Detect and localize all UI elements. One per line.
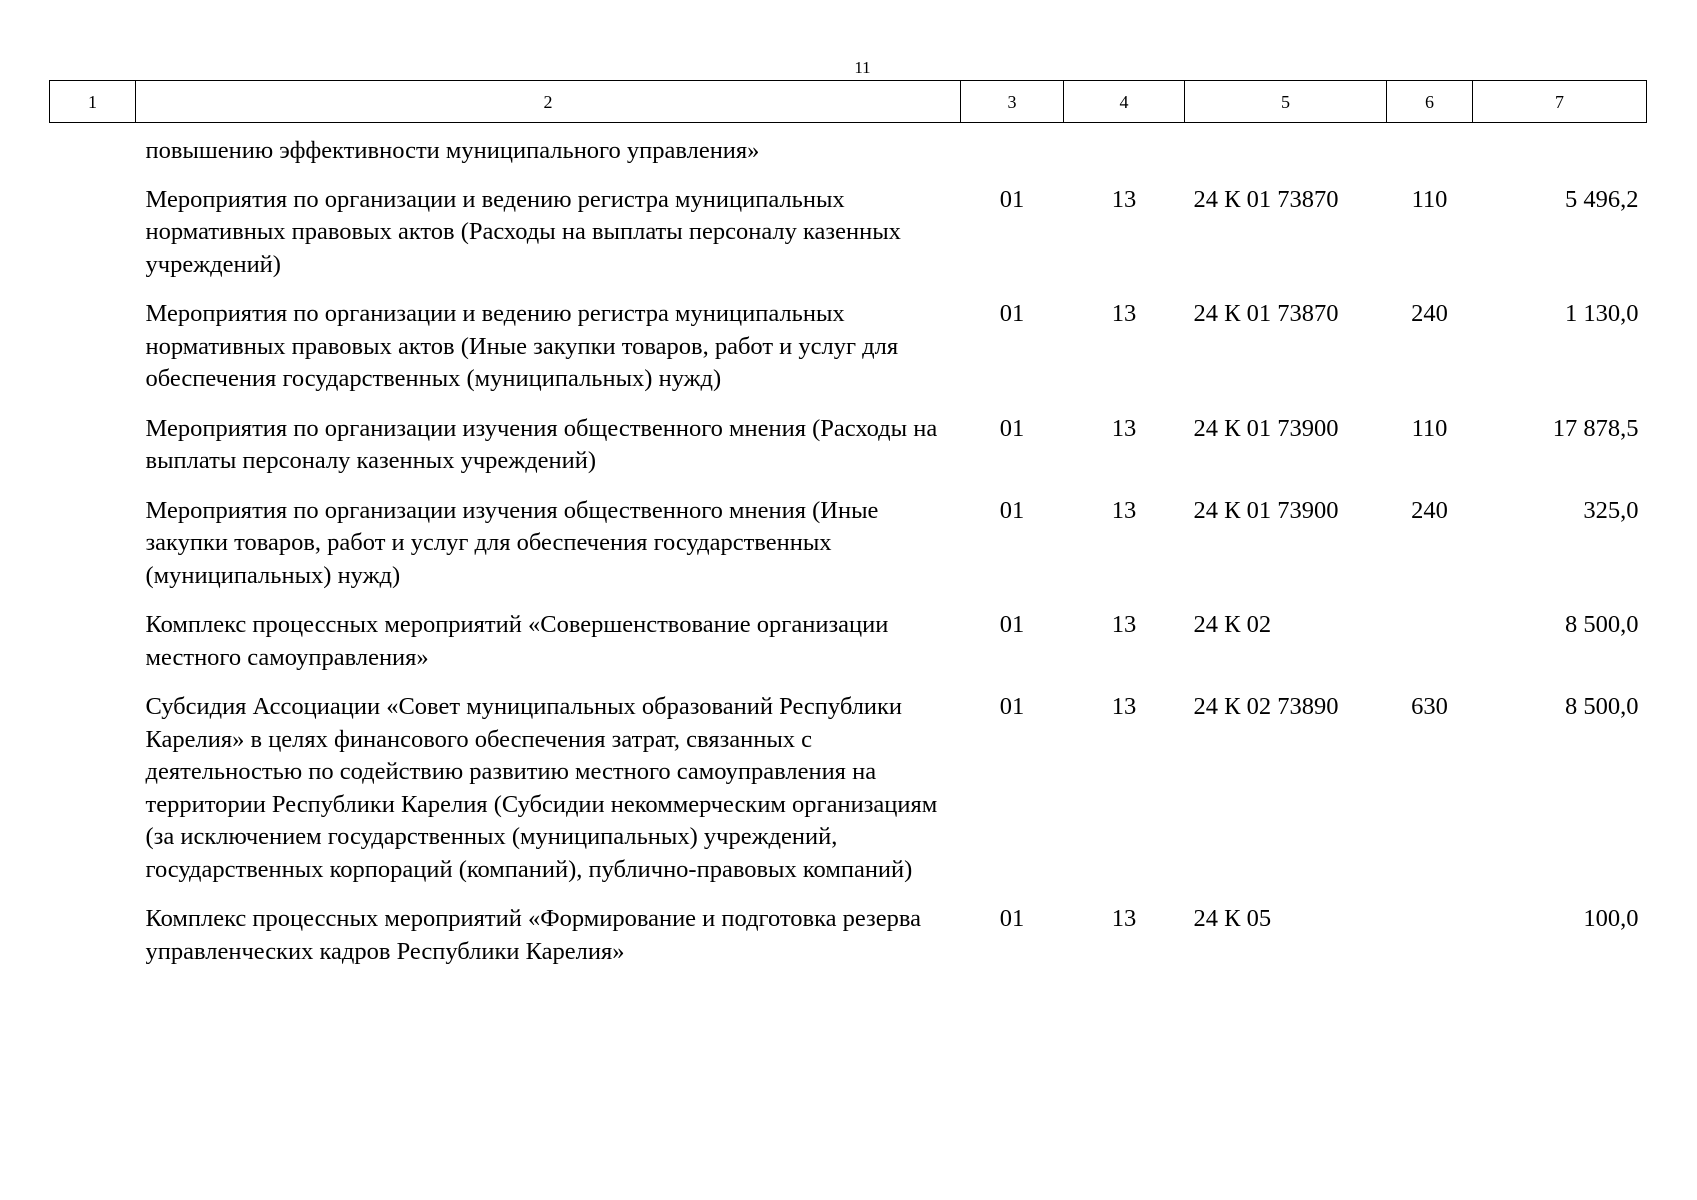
row-csr: 24 К 05 [1193, 905, 1272, 932]
row-rz: 01 [999, 693, 1025, 720]
row-vr: 240 [1411, 300, 1448, 327]
row-sum: 100,0 [1583, 905, 1639, 932]
row-vr [1387, 609, 1473, 691]
row-csr: 24 К 01 73900 [1193, 496, 1339, 524]
row-rz: 01 [999, 905, 1025, 932]
row-pr: 13 [1111, 611, 1137, 638]
table-row [50, 184, 1647, 299]
column-header-6: 6 [1387, 81, 1473, 123]
row-pr: 13 [1111, 300, 1137, 327]
row-vr: 240 [1411, 496, 1448, 524]
table-row [50, 495, 1647, 610]
budget-table [49, 80, 1647, 985]
row-sum: 8 500,0 [1565, 611, 1639, 638]
row-rz: 01 [999, 414, 1025, 442]
continuation-text: повышению эффективности муниципального управления» [145, 137, 760, 164]
row-name: Комплекс процессных мероприятий «Формирование и подготовка резерва управленческих кадров Республики Карелия» [145, 905, 921, 965]
row-vr: 630 [1411, 693, 1448, 720]
table-row-continuation [50, 123, 1647, 184]
column-header-7: 7 [1473, 81, 1647, 123]
column-header-1: 1 [50, 81, 136, 123]
table-row [50, 413, 1647, 495]
table-header [50, 81, 1647, 123]
row-csr: 24 К 01 73870 [1193, 185, 1339, 213]
row-sum: 1 130,0 [1565, 300, 1639, 327]
row-rz: 01 [999, 611, 1025, 638]
row-name: Мероприятия по организации изучения общественного мнения (Иные закупки товаров, работ и услуг для обеспечения государственных (муниципальных) нужд) [145, 496, 879, 589]
row-sum: 325,0 [1583, 496, 1639, 524]
page-number: 11 [854, 58, 871, 77]
row-vr: 110 [1411, 185, 1448, 213]
row-sum: 17 878,5 [1552, 414, 1639, 442]
row-rz: 01 [999, 300, 1025, 327]
row-csr: 24 К 01 73870 [1193, 300, 1339, 327]
row-pr: 13 [1111, 693, 1137, 720]
column-header-5: 5 [1185, 81, 1387, 123]
row-csr: 24 К 02 [1193, 611, 1272, 638]
row-pr: 13 [1111, 496, 1137, 524]
row-rz: 01 [999, 185, 1025, 213]
row-name: Мероприятия по организации и ведению регистра муниципальных нормативных правовых актов (Расходы на выплаты персоналу казенных учреждений) [145, 185, 901, 278]
table-row [50, 298, 1647, 413]
row-vr: 110 [1411, 414, 1448, 442]
row-pr: 13 [1111, 185, 1137, 213]
column-header-2: 2 [136, 81, 961, 123]
row-sum: 8 500,0 [1565, 693, 1639, 720]
table-row [50, 691, 1647, 903]
row-pr: 13 [1111, 905, 1137, 932]
table-body [50, 123, 1647, 986]
row-vr [1387, 903, 1473, 985]
column-header-3: 3 [961, 81, 1064, 123]
row-rz: 01 [999, 496, 1025, 524]
column-header-4: 4 [1064, 81, 1185, 123]
row-sum: 5 496,2 [1565, 185, 1639, 213]
row-csr: 24 К 02 73890 [1193, 693, 1339, 720]
row-name: Мероприятия по организации изучения общественного мнения (Расходы на выплаты персоналу казенных учреждений) [145, 414, 938, 474]
row-name: Субсидия Ассоциации «Совет муниципальных образований Республики Карелия» в целях финансового обеспечения затрат, связанных с деятельностью по содействию развитию местного самоуправления на территории Республики Карелия (Субсидии некоммерческим организациям (за исключением государственных (муниципальных) учреждений, государственных корпораций (компаний), публично-правовых компаний) [145, 693, 938, 883]
row-pr: 13 [1111, 414, 1137, 442]
row-name: Комплекс процессных мероприятий «Совершенствование организации местного самоуправления» [145, 611, 889, 671]
row-csr: 24 К 01 73900 [1193, 414, 1339, 442]
row-name: Мероприятия по организации и ведению регистра муниципальных нормативных правовых актов (Иные закупки товаров, работ и услуг для обеспечения государственных (муниципальных) нужд) [145, 300, 899, 392]
table-row [50, 609, 1647, 691]
table-row [50, 903, 1647, 985]
header-row [50, 81, 1647, 123]
